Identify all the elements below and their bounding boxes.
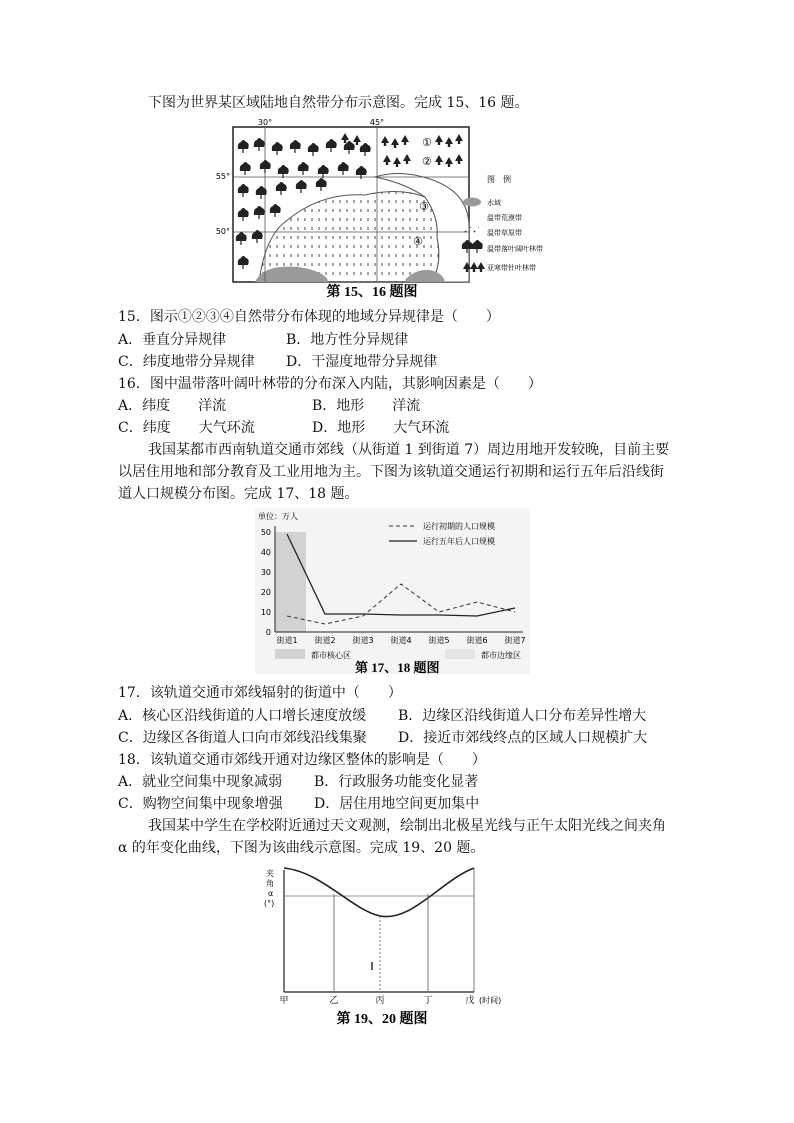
x-tick-label: 街道4 [390,636,412,645]
q16-stem: 16．图中温带落叶阔叶林带的分布深入内陆，其影响因素是（ ） [118,376,542,392]
y-label-char-4: (°) [264,899,275,908]
q17-option-b: B．边缘区沿线街道人口分布差异性增大 [398,708,647,724]
q18-stem: 18．该轨道交通市郊线开通对边缘区整体的影响是（ ） [118,752,486,768]
lat-50-label: 50° [215,227,230,236]
chart-unit-label: 单位：万人 [258,512,298,521]
legend-core-area: 都市核心区 [311,651,351,660]
legend-water: 水域 [487,199,501,207]
y-label-char-1: 夹 [266,869,274,878]
zone-label-2: ② [422,155,432,168]
legend-five-year: 运行五年后人口规模 [423,537,495,546]
legend-desert: 温带荒漠带 [487,214,522,222]
x-tick-label: 街道2 [314,636,336,645]
legend-initial: 运行初期的人口规模 [423,522,495,531]
x-tick-ding: 丁 [423,996,433,1006]
fig2-caption: 第 17、18 题图 [355,660,440,675]
legend-title: 图 例 [487,175,511,184]
q18-option-d: D．居住用地空间更加集中 [314,796,480,812]
y-tick-label: 30 [260,568,271,577]
edge-area-swatch [445,649,475,659]
q15-option-b: B．地方性分异规律 [286,332,409,348]
q17-stem: 17．该轨道交通市郊线辐射的街道中（ ） [118,685,402,701]
q18-option-c: C．购物空间集中现象增强 [118,796,283,812]
q15-option-d: D．干湿度地带分异规律 [286,354,438,370]
q16-option-a: A．纬度 洋流 [118,398,227,414]
core-area-swatch [275,649,305,659]
y-label-char-2: 角 [266,879,274,888]
x-tick-yi: 乙 [329,996,339,1006]
y-tick-label: 40 [260,548,271,557]
angle-curve-diagram [262,862,502,1030]
intro-19-20-line2: α 的年变化曲线，下图为该曲线示意图。完成 19、20 题。 [118,840,485,856]
intro-17-18-line3: 道人口规模分布图。完成 17、18 题。 [118,486,359,502]
x-axis-label: (时间) [479,996,502,1005]
legend-steppe: 温带草原带 [487,229,522,237]
lon-30-label: 30° [257,118,273,127]
q17-option-a: A．核心区沿线街道的人口增长速度放缓 [118,708,367,724]
x-tick-label: 街道1 [276,636,298,645]
legend-coniferous: 亚寒带针叶林带 [487,264,536,272]
q18-option-b: B．行政服务功能变化显著 [314,774,479,790]
q17-option-d: D．接近市郊线终点的区域人口规模扩大 [398,730,648,746]
lat-55-label: 55° [215,172,230,181]
intro-19-20-line1: 我国某中学生在学校附近通过天文观测，绘制出北极星光线与正午太阳光线之间夹角 [148,818,666,834]
intro-17-18-line1: 我国某都市西南轨道交通市郊线（从街道 1 到街道 7）周边用地开发较晚，目前主要 [148,442,670,458]
legend-deciduous: 温带落叶阔叶林带 [487,245,543,253]
x-tick-jia: 甲 [279,996,289,1006]
intro-17-18-line2: 以居住用地和部分教育及工业用地为主。下图为该轨道交通运行初期和运行五年后沿线街 [118,464,664,480]
intro-15-16: 下图为世界某区域陆地自然带分布示意图。完成 15、16 题。 [148,95,529,111]
q15-option-c: C．纬度地带分异规律 [118,354,255,370]
x-tick-wu: 戊 [465,996,475,1006]
q16-option-c: C．纬度 大气环流 [118,420,255,436]
q16-option-b: B．地形 洋流 [312,398,421,414]
y-tick-label: 20 [260,588,271,597]
q16-option-d: D．地形 大气环流 [312,420,450,436]
q15-stem: 15．图示①②③④自然带分布体现的地域分异规律是（ ） [118,309,500,325]
population-line-chart [255,508,530,674]
natural-zone-map [215,117,575,300]
fig3-caption: 第 19、20 题图 [336,1012,428,1027]
y-tick-label: 10 [260,608,271,617]
fig1-caption: 第 15、16 题图 [326,285,418,300]
x-tick-label: 街道3 [352,636,374,645]
legend-edge-area: 都市边缘区 [481,651,521,660]
x-tick-label: 街道7 [504,636,526,645]
q18-option-a: A．就业空间集中现象减弱 [118,774,283,790]
zone-label-3: ③ [419,200,429,213]
x-tick-label: 街道5 [428,636,450,645]
q15-option-a: A．垂直分异规律 [118,332,227,348]
y-label-char-3: α [268,889,274,898]
x-tick-label: 街道6 [466,636,488,645]
zone-label-1: ① [422,136,432,149]
y-tick-label: 0 [265,628,271,637]
q17-option-c: C．边缘区各街道人口向市郊线沿线集聚 [118,730,367,746]
y-tick-label: 50 [260,528,271,537]
x-tick-bing: 丙 [375,996,385,1006]
zone-label-4: ④ [413,235,423,248]
lon-45-label: 45° [369,118,385,127]
angle-curve [284,868,474,917]
